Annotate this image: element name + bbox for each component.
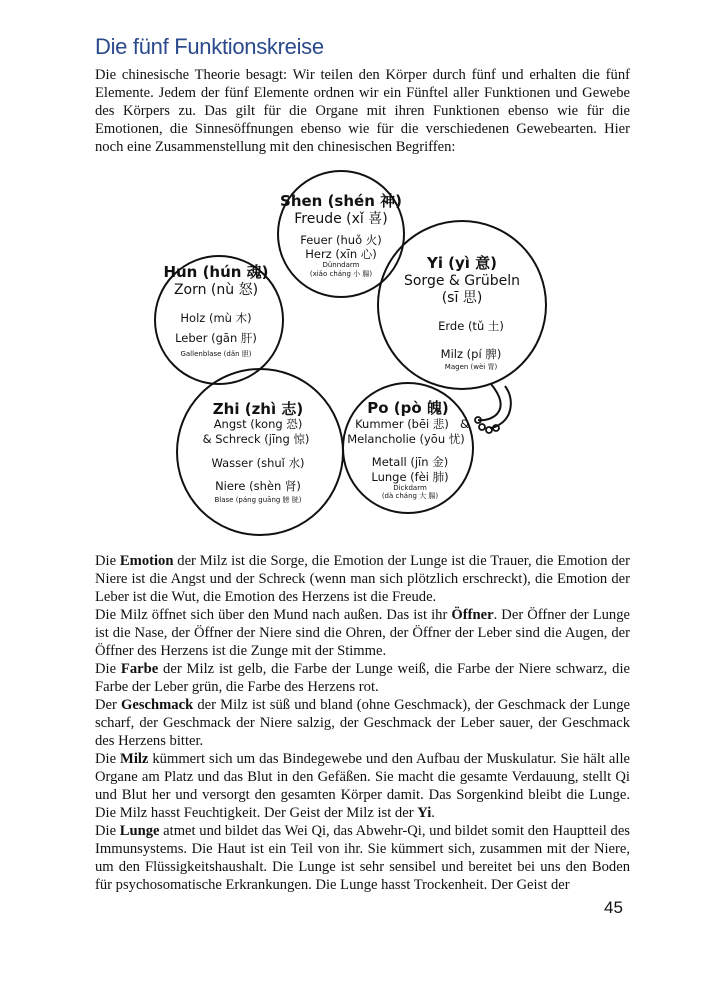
po-emotion-2: Melancholie (yōu 忧): [347, 432, 465, 446]
zhi-organ: Niere (shèn 肾): [215, 479, 301, 493]
body-paragraph: [95, 750, 630, 822]
hun-element: Holz (mù 木): [180, 311, 252, 325]
keyword-bold: Emotion: [119, 553, 174, 569]
text-run: atmet und bildet das Wei Qi, das Abwehr-Qi, und bildet somit den Hauptteil des Immunsystems. Die Haut ist ein Teil von ihr. Sie kümmert sich, zusammen mit der Niere, um den Flüssigkeitshaushalt. Die Lunge ist sehr sensibel und bereitet bei uns den Boden für psychosomatische Erkrankungen. Die Lunge hasst Trockenheit. Der Geist der: [95, 823, 630, 893]
yi-organ: Milz (pí 脾): [440, 347, 502, 361]
text-run: Die: [95, 751, 121, 767]
hun-organ: Leber (gān 肝): [175, 331, 257, 345]
shen-sub-organ: Dünndarm: [322, 261, 360, 269]
body-paragraph: [95, 552, 630, 606]
circle-zhi: [177, 369, 343, 535]
text-run: Der: [95, 697, 122, 713]
keyword-bold: Lunge: [119, 823, 160, 839]
text-run: Die: [95, 553, 120, 569]
hun-emotion: Zorn (nù 怒): [173, 282, 259, 298]
shen-organ: Herz (xīn 心): [305, 247, 377, 261]
zhi-emotion-2: & Schreck (jīng 惊): [202, 432, 310, 446]
body-paragraph: [95, 660, 630, 696]
yi-element: Erde (tǔ 土): [438, 319, 504, 333]
zhi-name: Zhi (zhì 志): [212, 400, 304, 418]
intro-paragraph: Die chinesische Theorie besagt: Wir teilen den Körper durch fünf und erhalten die fünf Elemente. Jedem der fünf Elemente ordnen wir ein Fünftel aller Funktionen und Gewebe des Körpers zu. Das gilt für die Organe mit ihren Funktionen ebenso wie für die Emotionen, die Sinnesöffnungen ebenso wie für die verschiedenen Gewebearten. Hier noch eine Zusammenstellung mit den chinesischen Begriffen:: [95, 67, 630, 155]
yi-emotion-pinyin: (sī 思): [441, 290, 483, 306]
keyword-bold: Milz: [120, 751, 149, 767]
yi-emotion: Sorge & Grübeln: [403, 273, 521, 289]
page-title: Die fünf Funktionskreise: [95, 34, 324, 59]
body-paragraph: [95, 606, 630, 660]
po-sub-organ-pinyin: (dà cháng 大 腸): [381, 492, 439, 500]
text-run: . Der Öffner der Lunge ist die Nase, der Öffner der Niere sind die Ohren, der Öffner der Leber sind die Augen, der Öffner des Herzens ist die Zunge mit der Stimme.: [95, 607, 630, 659]
hun-sub-organ: Gallenblase (dǎn 胆): [180, 350, 252, 358]
text-run: Die: [95, 661, 121, 677]
zhi-sub-organ: Blase (páng guāng 膀 胱): [214, 496, 302, 504]
po-ampersand: &: [460, 417, 469, 431]
shen-emotion: Freude (xǐ 喜): [294, 211, 388, 227]
keyword-bold: Geschmack: [121, 697, 194, 713]
connector-arm-line: [478, 384, 501, 420]
po-emotion: Kummer (bēi 悲): [355, 417, 449, 431]
body-paragraph: [95, 822, 630, 894]
page-number: 45: [604, 898, 623, 917]
yi-sub-organ: Magen (wèi 胃): [444, 363, 498, 371]
text-run: kümmert sich um das Bindegewebe und den Aufbau der Muskulatur. Sie hält alle Organe am Platz und das Blut in den Gefäßen. Sie macht die gesamte Verdauung, stellt Qi und Blut her und versorgt den gesamten Körper damit. Das Sorgenkind bleibt die Lunge. Die Milz hasst Feuchtigkeit. Der Geist der Milz ist der: [95, 751, 630, 821]
body-text: [95, 552, 630, 894]
po-name: Po (pò 魄): [367, 399, 449, 417]
text-run: .: [431, 805, 435, 821]
text-run: der Milz ist gelb, die Farbe der Lunge weiß, die Farbe der Niere schwarz, die Farbe der Leber grün, die Farbe des Herzens rot.: [95, 661, 630, 695]
yi-name: Yi (yì 意): [426, 254, 498, 272]
text-run: Die Milz öffnet sich über den Mund nach außen. Das ist ihr: [95, 607, 452, 623]
body-paragraph: [95, 696, 630, 750]
keyword-bold: Öffner: [451, 607, 494, 623]
shen-element: Feuer (huǒ 火): [300, 233, 382, 247]
keyword-bold: Farbe: [120, 661, 159, 677]
hun-name: Hun (hún 魂): [163, 263, 269, 281]
keyword-bold: Yi: [417, 805, 432, 821]
text-run: der Milz ist süß und bland (ohne Geschmack), der Geschmack der Lunge scharf, der Geschmack der Niere salzig, der Geschmack der Leber sauer, der Geschmack des Herzens bitter.: [95, 697, 630, 749]
po-element: Metall (jīn 金): [371, 455, 449, 469]
shen-sub-organ-pinyin: (xiǎo cháng 小 腸): [309, 270, 373, 278]
shen-name: Shen (shén 神): [280, 192, 402, 210]
zhi-element: Wasser (shuǐ 水): [211, 456, 305, 470]
po-sub-organ: Dickdarm: [393, 484, 427, 492]
zhi-emotion: Angst (kong 恐): [213, 417, 303, 431]
text-run: Die: [95, 823, 120, 839]
text-run: der Milz ist die Sorge, die Emotion der Lunge ist die Trauer, die Emotion der Niere ist die Angst und der Schreck (wenn man sich plötzlich erschreckt), die Emotion der Leber ist die Wut, die Emotion des Herzens ist die Freude.: [95, 553, 630, 605]
po-organ: Lunge (fèi 肺): [371, 470, 449, 484]
